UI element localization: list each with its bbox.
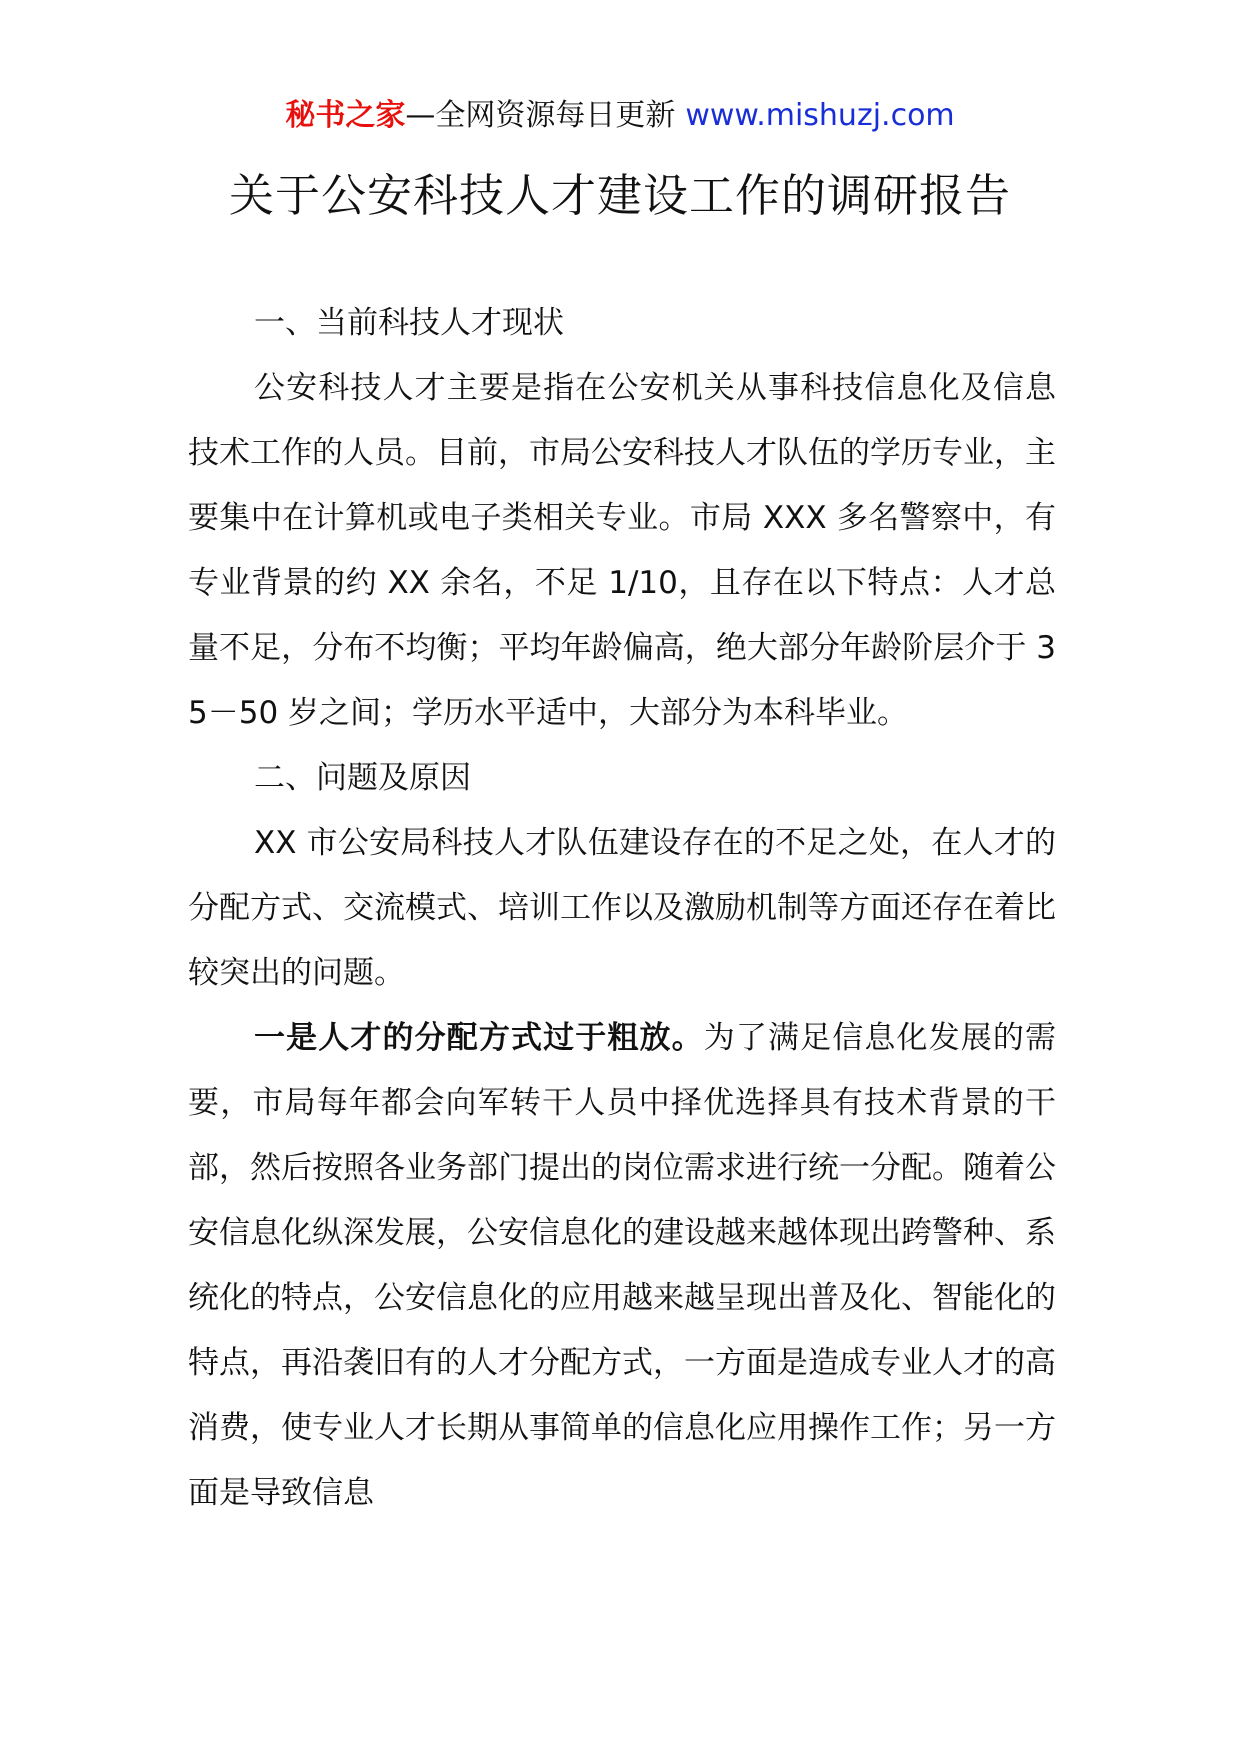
- lead-paragraph: [188, 1006, 1056, 1526]
- document-body: [188, 291, 1056, 1526]
- bold-lead-sentence: 一是人才的分配方式过于粗放。: [254, 1020, 704, 1056]
- paragraph: 公安科技人才主要是指在公安机关从事科技信息化及信息技术工作的人员。目前，市局公安科技人才队伍的学历专业，主要集中在计算机或电子类相关专业。市局 XXX 多名警察中，有专业背景的约 XX 余名，不足 1/10，且存在以下特点：人才总量不足，分布不均衡；平均年龄偏高，绝大部分年龄阶层介于 35－50 岁之间；学历水平适中，大部分为本科毕业。: [188, 370, 1056, 731]
- brand-name: 秘书之家: [285, 98, 406, 133]
- banner-tagline: —全网资源每日更新: [405, 98, 676, 133]
- section-heading-2: 二、问题及原因: [254, 760, 471, 796]
- site-url-link[interactable]: www.mishuzj.com: [685, 98, 955, 133]
- site-banner: [0, 96, 1240, 136]
- lead-paragraph-text: 为了满足信息化发展的需要，市局每年都会向军转干人员中择优选择具有技术背景的干部，然后按照各业务部门提出的岗位需求进行统一分配。随着公安信息化纵深发展，公安信息化的建设越来越体现出跨警种、系统化的特点，公安信息化的应用越来越呈现出普及化、智能化的特点，再沿袭旧有的人才分配方式，一方面是造成专业人才的高消费，使专业人才长期从事简单的信息化应用操作工作；另一方面是导致信息: [188, 1020, 1056, 1511]
- paragraph: XX 市公安局科技人才队伍建设存在的不足之处，在人才的分配方式、交流模式、培训工作以及激励机制等方面还存在着比较突出的问题。: [188, 825, 1056, 991]
- document-title: 关于公安科技人才建设工作的调研报告: [228, 169, 1011, 222]
- section-heading-1: 一、当前科技人才现状: [254, 305, 564, 341]
